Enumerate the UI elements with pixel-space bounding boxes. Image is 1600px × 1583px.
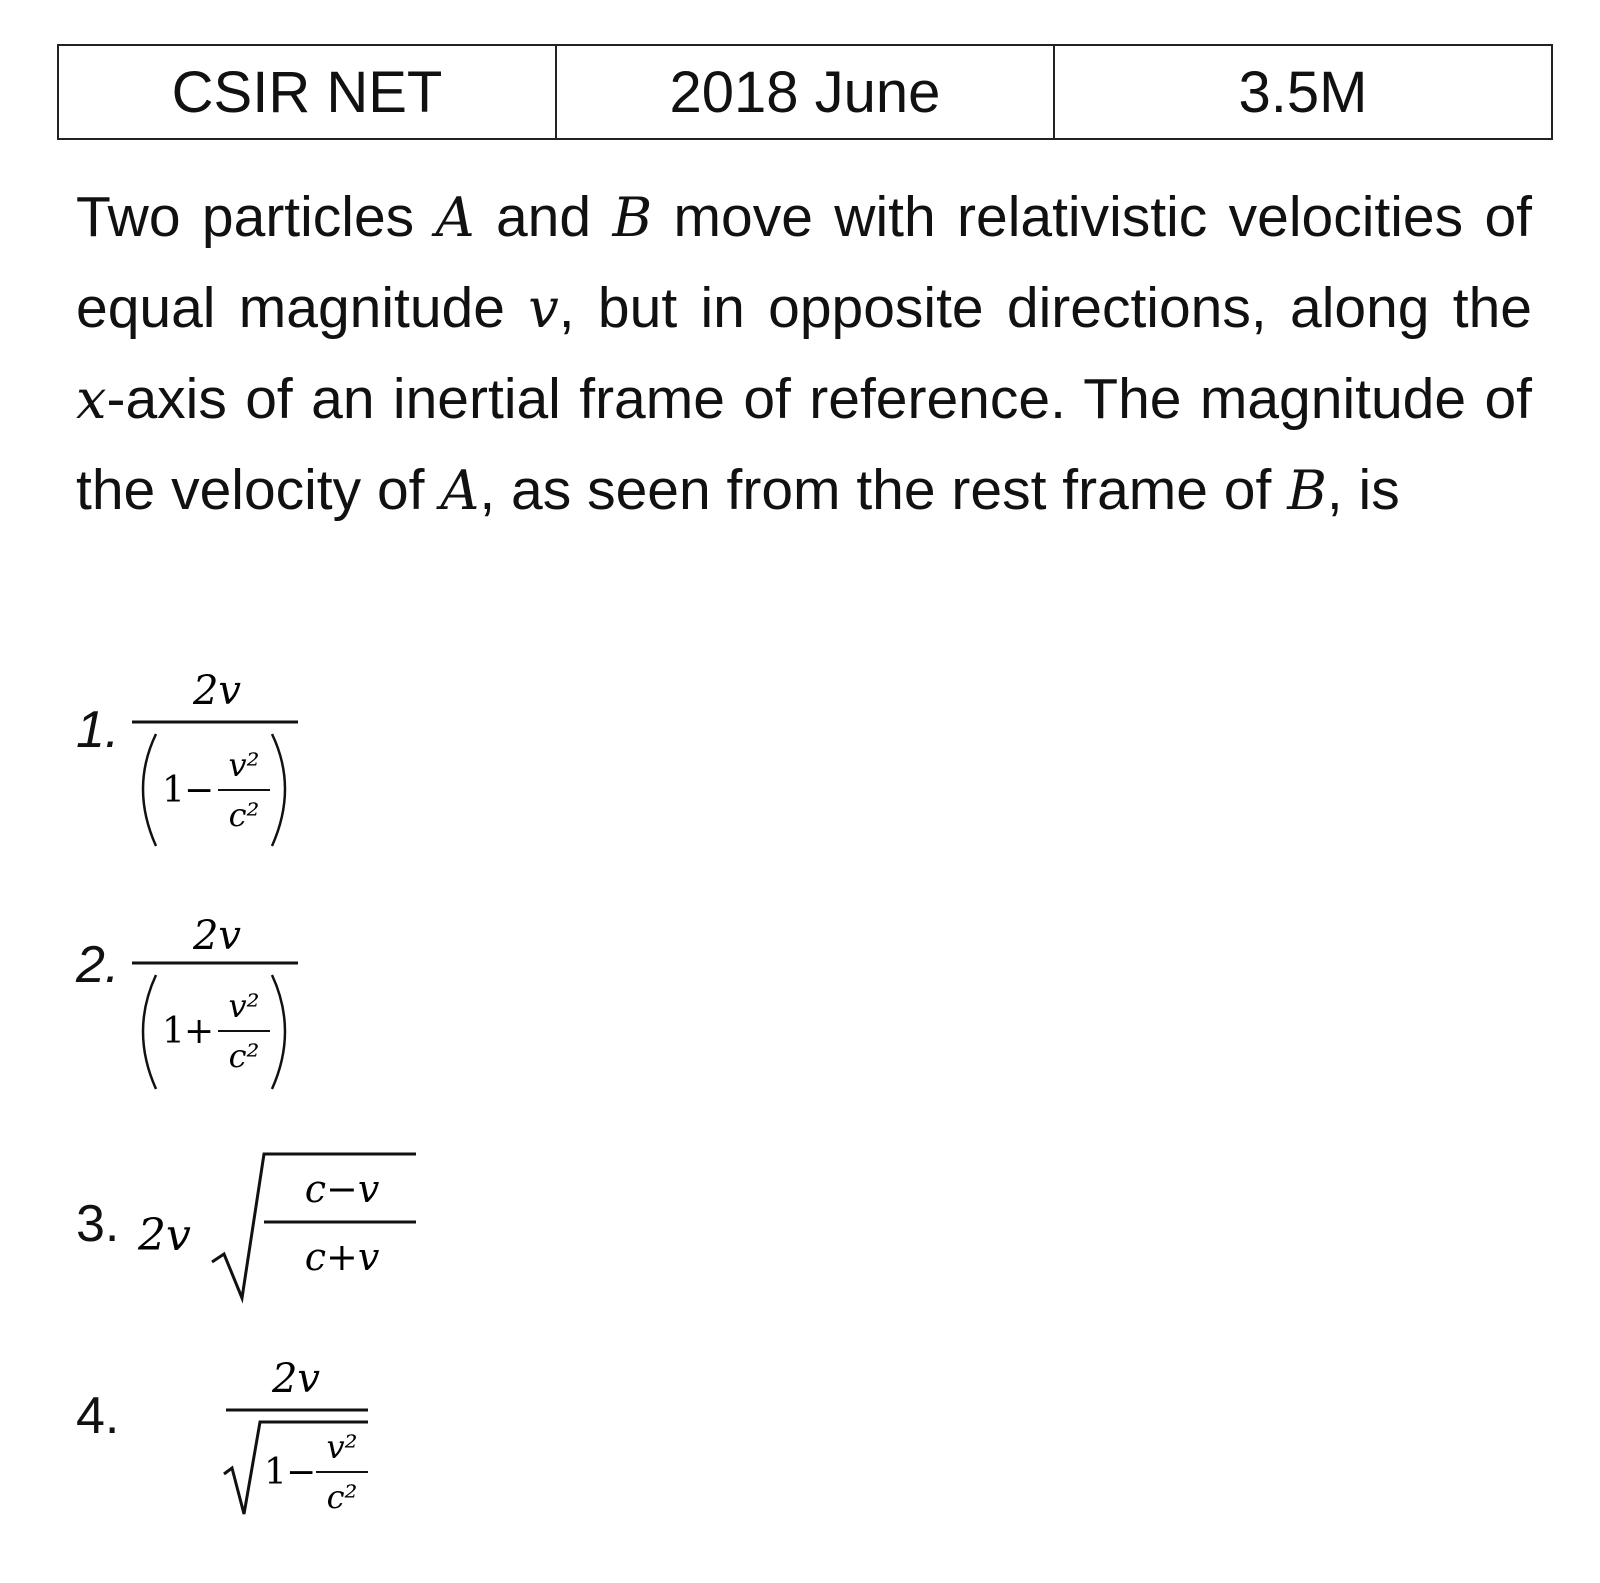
formula-operator: − xyxy=(286,1452,317,1493)
option-3[interactable] xyxy=(76,1150,396,1310)
option-2[interactable] xyxy=(76,905,376,1105)
question-segment: , is xyxy=(1326,458,1400,522)
math-var-a: A xyxy=(435,186,475,249)
question-text xyxy=(76,172,1532,536)
math-var-x: x xyxy=(76,368,107,431)
formula-numerator: 2v xyxy=(192,668,242,714)
math-var-b: B xyxy=(1287,459,1327,522)
option-number: 1. xyxy=(76,701,120,759)
exam-session-cell: 2018 June xyxy=(556,45,1054,139)
formula-coefficient: 2v xyxy=(138,1210,191,1261)
formula-one: 1 xyxy=(264,1452,287,1493)
formula-one: 1 xyxy=(162,1011,185,1052)
question-segment: , but in opposite directions, along the xyxy=(558,276,1533,340)
math-var-v: v xyxy=(528,277,559,340)
formula-operator: − xyxy=(184,770,215,811)
right-paren xyxy=(272,734,285,846)
question-segment: Two particles xyxy=(76,185,436,249)
left-paren xyxy=(143,975,156,1089)
question-segment: , as seen from the rest frame of xyxy=(479,458,1288,522)
option-number: 3. xyxy=(76,1195,120,1253)
formula-numerator: 2v xyxy=(192,913,242,959)
option-number: 2. xyxy=(76,936,120,994)
option-1-formula xyxy=(132,660,372,860)
option-4[interactable] xyxy=(76,1350,396,1540)
formula-numerator: 2v xyxy=(271,1356,321,1402)
formula-inner-bottom: c² xyxy=(228,1037,260,1075)
option-3-formula xyxy=(136,1150,416,1310)
marks-cell: 3.5M xyxy=(1054,45,1552,139)
math-var-b: B xyxy=(612,186,653,249)
question-segment: and xyxy=(474,185,613,249)
question-segment: -axis of an inertial frame of reference. The magnitude of the velocity of xyxy=(76,367,1532,522)
option-2-formula xyxy=(132,905,372,1105)
formula-inner-bottom: c² xyxy=(228,796,260,834)
option-4-formula xyxy=(148,1350,388,1540)
formula-operator: + xyxy=(184,1011,215,1052)
header-table xyxy=(57,44,1553,140)
exam-name-cell: CSIR NET xyxy=(58,45,556,139)
formula-sqrt-bottom: c+v xyxy=(304,1235,380,1279)
formula-inner-bottom: c² xyxy=(326,1478,358,1516)
question-segment: move with relativistic velocities of equal magnitude xyxy=(76,185,1532,340)
left-paren xyxy=(143,734,156,846)
formula-inner-top: v² xyxy=(228,987,260,1025)
formula-one: 1 xyxy=(162,770,185,811)
option-1[interactable] xyxy=(76,660,376,860)
formula-inner-top: v² xyxy=(326,1428,358,1466)
option-number: 4. xyxy=(76,1387,120,1445)
math-var-a: A xyxy=(440,459,480,522)
formula-inner-top: v² xyxy=(228,746,260,784)
formula-sqrt-top: c−v xyxy=(304,1167,380,1211)
right-paren xyxy=(272,975,285,1089)
